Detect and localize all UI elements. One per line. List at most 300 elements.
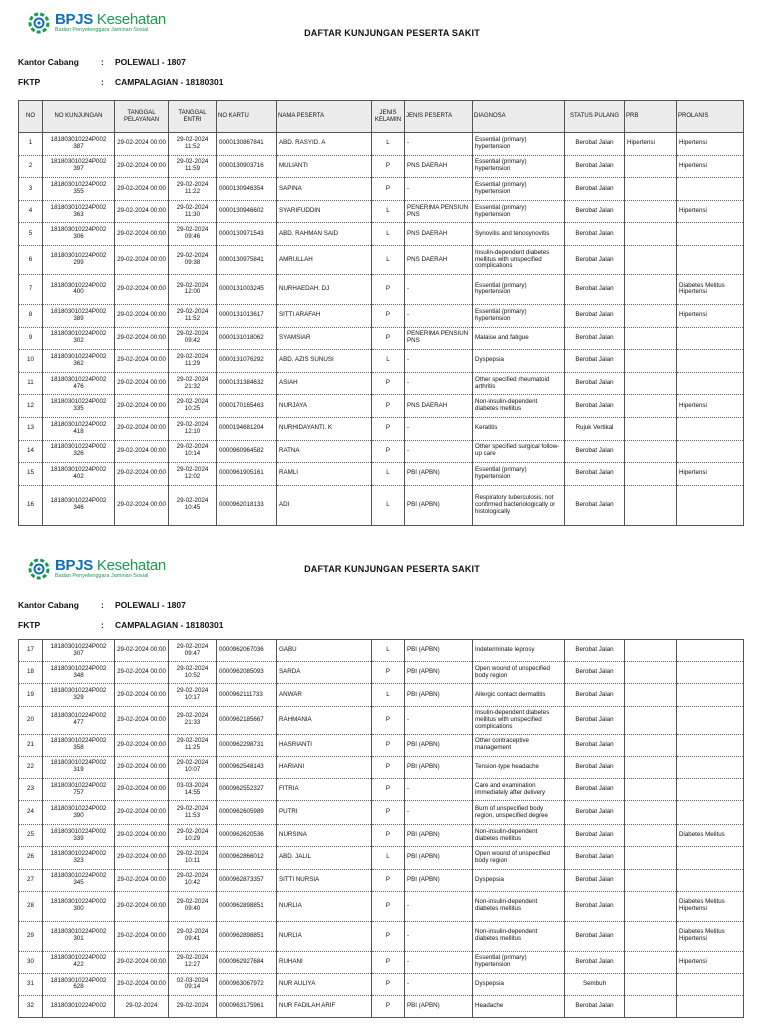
cell-no: 6 <box>19 245 43 274</box>
fktp-label: FKTP <box>18 620 41 630</box>
cell-prolanis <box>677 756 744 778</box>
logo-main-text: BPJS <box>55 557 93 575</box>
cell-no: 13 <box>19 417 43 440</box>
cell-nama-peserta: ANWAR <box>277 684 372 706</box>
col-header: TANGGAL PELAYANAN <box>115 101 169 133</box>
cell-no-kartu: 0000962866012 <box>217 847 277 869</box>
cell-prb: Hipertensi <box>625 133 677 156</box>
kantor-cabang-label: Kantor Cabang <box>18 600 79 610</box>
cell-no-kunjungan: 181803010224P002 362 <box>43 350 115 373</box>
cell-status-pulang: Berobat Jalan <box>565 756 625 778</box>
cell-status-pulang: Berobat Jalan <box>565 801 625 825</box>
table-row <box>19 847 744 869</box>
cell-no: 29 <box>19 921 43 951</box>
cell-diagnosa: Dyspepsia <box>473 973 565 995</box>
cell-no-kartu: 0000130867841 <box>217 133 277 156</box>
cell-diagnosa: Keratitis <box>473 417 565 440</box>
cell-prb <box>625 485 677 525</box>
cell-no-kunjungan: 181803010224P002 628 <box>43 973 115 995</box>
document-title: DAFTAR KUNJUNGAN PESERTA SAKIT <box>304 564 480 574</box>
cell-no-kunjungan: 181803010224P002 323 <box>43 847 115 869</box>
cell-no-kunjungan: 181803010224P002 389 <box>43 304 115 327</box>
cell-no-kunjungan: 181803010224P002 326 <box>43 440 115 463</box>
cell-no-kartu: 0000962605989 <box>217 801 277 825</box>
cell-no-kartu: 0000130946354 <box>217 178 277 201</box>
cell-jenis-kelamin: L <box>372 350 405 373</box>
cell-jenis-kelamin: L <box>372 223 405 246</box>
cell-status-pulang: Berobat Jalan <box>565 178 625 201</box>
cell-nama-peserta: NUR AULIYA <box>277 973 372 995</box>
cell-no-kunjungan: 181803010224P002 355 <box>43 178 115 201</box>
cell-diagnosa: Dyspepsia <box>473 869 565 891</box>
cell-prolanis <box>677 417 744 440</box>
cell-prb <box>625 395 677 418</box>
fktp-separator: : <box>101 77 104 87</box>
cell-prb <box>625 155 677 178</box>
cell-no-kunjungan: 181803010224P002 345 <box>43 869 115 891</box>
cell-status-pulang: Berobat Jalan <box>565 996 625 1018</box>
cell-diagnosa: Care and examination immediately after delivery <box>473 778 565 800</box>
document-title: DAFTAR KUNJUNGAN PESERTA SAKIT <box>304 28 480 38</box>
cell-no-kartu: 0000962298731 <box>217 734 277 756</box>
cell-prolanis: Diabetes Melitus Hipertensi <box>677 921 744 951</box>
cell-no: 18 <box>19 662 43 684</box>
cell-diagnosa: Malaise and fatigue <box>473 327 565 350</box>
cell-no: 7 <box>19 274 43 304</box>
cell-diagnosa: Synovitis and tenosynovitis <box>473 223 565 246</box>
table-body-page-2 <box>19 640 744 1018</box>
cell-no: 11 <box>19 372 43 395</box>
cell-diagnosa: Essential (primary) hypertension <box>473 178 565 201</box>
cell-no: 23 <box>19 778 43 800</box>
cell-nama-peserta: NURSINA <box>277 825 372 847</box>
cell-prolanis <box>677 245 744 274</box>
cell-jenis-peserta: - <box>405 891 473 921</box>
cell-prolanis: Diabetes Melitus <box>677 825 744 847</box>
cell-no: 24 <box>19 801 43 825</box>
col-header: JENIS KELAMIN <box>372 101 405 133</box>
cell-jenis-kelamin: P <box>372 973 405 995</box>
cell-tanggal-entri: 29-02-2024 <box>169 996 217 1018</box>
cell-no-kunjungan: 181803010224P002 306 <box>43 223 115 246</box>
cell-tanggal-pelayanan: 29-02-2024 00:00 <box>115 155 169 178</box>
cell-jenis-peserta: PENERIMA PENSIUN PNS <box>405 200 473 223</box>
cell-nama-peserta: RATNA <box>277 440 372 463</box>
cell-tanggal-pelayanan: 29-02-2024 00:00 <box>115 440 169 463</box>
cell-jenis-kelamin: P <box>372 891 405 921</box>
cell-jenis-peserta: - <box>405 417 473 440</box>
cell-status-pulang: Berobat Jalan <box>565 200 625 223</box>
cell-no: 30 <box>19 951 43 973</box>
cell-diagnosa: Essential (primary) hypertension <box>473 133 565 156</box>
cell-diagnosa: Other specified rheumatoid arthritis <box>473 372 565 395</box>
cell-prolanis <box>677 734 744 756</box>
cell-tanggal-pelayanan: 29-02-2024 00:00 <box>115 245 169 274</box>
cell-prb <box>625 372 677 395</box>
cell-tanggal-pelayanan: 29-02-2024 00:00 <box>115 133 169 156</box>
cell-no-kartu: 0000962185667 <box>217 706 277 734</box>
kantor-cabang-label: Kantor Cabang <box>18 57 79 67</box>
cell-prolanis <box>677 662 744 684</box>
cell-status-pulang: Berobat Jalan <box>565 304 625 327</box>
fktp-value: CAMPALAGIAN - 18180301 <box>115 77 224 87</box>
cell-no: 9 <box>19 327 43 350</box>
cell-prb <box>625 463 677 486</box>
cell-diagnosa: Other contraceptive management <box>473 734 565 756</box>
cell-jenis-kelamin: P <box>372 825 405 847</box>
cell-no: 12 <box>19 395 43 418</box>
cell-no-kartu: 0000131384632 <box>217 372 277 395</box>
cell-jenis-kelamin: P <box>372 801 405 825</box>
cell-prolanis <box>677 640 744 662</box>
cell-no-kartu: 0000131076292 <box>217 350 277 373</box>
cell-status-pulang: Berobat Jalan <box>565 869 625 891</box>
cell-nama-peserta: NURJAYA <box>277 395 372 418</box>
cell-tanggal-pelayanan: 29-02-2024 00:00 <box>115 869 169 891</box>
cell-nama-peserta: SYAMSIAR <box>277 327 372 350</box>
cell-nama-peserta: HASRIANTI <box>277 734 372 756</box>
cell-prolanis <box>677 973 744 995</box>
logo-accent-text: Kesehatan <box>96 11 166 29</box>
cell-no-kunjungan: 181803010224P002 418 <box>43 417 115 440</box>
cell-tanggal-pelayanan: 29-02-2024 00:00 <box>115 734 169 756</box>
cell-jenis-kelamin: P <box>372 778 405 800</box>
cell-no: 16 <box>19 485 43 525</box>
cell-diagnosa: Essential (primary) hypertension <box>473 951 565 973</box>
cell-diagnosa: Open wound of unspecified body region <box>473 847 565 869</box>
cell-no-kartu: 0000131013617 <box>217 304 277 327</box>
cell-no: 28 <box>19 891 43 921</box>
cell-nama-peserta: NURLIA <box>277 891 372 921</box>
cell-prb <box>625 847 677 869</box>
cell-status-pulang: Berobat Jalan <box>565 372 625 395</box>
cell-jenis-kelamin: P <box>372 951 405 973</box>
logo-subtitle: Badan Penyelenggara Jaminan Sosial <box>55 27 149 34</box>
cell-tanggal-pelayanan: 29-02-2024 00:00 <box>115 274 169 304</box>
col-header: PRB <box>625 101 677 133</box>
cell-diagnosa: Indeterminate leprosy <box>473 640 565 662</box>
cell-tanggal-entri: 29-02-2024 09:38 <box>169 245 217 274</box>
cell-tanggal-pelayanan: 29-02-2024 00:00 <box>115 778 169 800</box>
cell-prb <box>625 825 677 847</box>
cell-no-kunjungan: 181803010224P002 348 <box>43 662 115 684</box>
cell-no: 27 <box>19 869 43 891</box>
cell-jenis-peserta: PBI (APBN) <box>405 996 473 1018</box>
table-row <box>19 921 744 951</box>
cell-status-pulang: Berobat Jalan <box>565 463 625 486</box>
cell-no: 1 <box>19 133 43 156</box>
cell-prb <box>625 662 677 684</box>
cell-jenis-peserta: PNS DAERAH <box>405 395 473 418</box>
cell-diagnosa: Dyspepsia <box>473 350 565 373</box>
cell-jenis-kelamin: P <box>372 304 405 327</box>
cell-tanggal-pelayanan: 29-02-2024 00:00 <box>115 395 169 418</box>
cell-jenis-kelamin: L <box>372 245 405 274</box>
cell-jenis-peserta: PBI (APBN) <box>405 662 473 684</box>
table-row <box>19 734 744 756</box>
cell-tanggal-pelayanan: 29-02-2024 00:00 <box>115 485 169 525</box>
cell-nama-peserta: RAHMANIA <box>277 706 372 734</box>
cell-tanggal-entri: 29-02-2024 10:17 <box>169 684 217 706</box>
cell-no-kartu: 0000131003245 <box>217 274 277 304</box>
cell-prb <box>625 778 677 800</box>
cell-status-pulang: Berobat Jalan <box>565 640 625 662</box>
cell-prb <box>625 684 677 706</box>
table-row <box>19 133 744 156</box>
cell-no: 2 <box>19 155 43 178</box>
cell-nama-peserta: NURLIA <box>277 921 372 951</box>
cell-status-pulang: Sembuh <box>565 973 625 995</box>
cell-no: 14 <box>19 440 43 463</box>
cell-jenis-peserta: PBI (APBN) <box>405 869 473 891</box>
logo-subtitle: Badan Penyelenggara Jaminan Sosial <box>55 573 149 580</box>
cell-tanggal-pelayanan: 29-02-2024 00:00 <box>115 350 169 373</box>
cell-status-pulang: Berobat Jalan <box>565 155 625 178</box>
table-row <box>19 178 744 201</box>
cell-status-pulang: Berobat Jalan <box>565 485 625 525</box>
logo-accent-text: Kesehatan <box>96 557 166 575</box>
cell-nama-peserta: SARDA <box>277 662 372 684</box>
cell-no-kunjungan: 181803010224P002 300 <box>43 891 115 921</box>
cell-tanggal-pelayanan: 29-02-2024 00:00 <box>115 463 169 486</box>
cell-status-pulang: Berobat Jalan <box>565 921 625 951</box>
cell-nama-peserta: SYARIFUDDIN <box>277 200 372 223</box>
cell-diagnosa: Open wound of unspecified body region <box>473 662 565 684</box>
cell-tanggal-pelayanan: 29-02-2024 00:00 <box>115 684 169 706</box>
cell-prolanis: Hipertensi <box>677 951 744 973</box>
cell-jenis-peserta: PBI (APBN) <box>405 847 473 869</box>
cell-tanggal-entri: 29-02-2024 10:14 <box>169 440 217 463</box>
cell-no: 8 <box>19 304 43 327</box>
cell-no: 21 <box>19 734 43 756</box>
cell-status-pulang: Berobat Jalan <box>565 245 625 274</box>
cell-prb <box>625 640 677 662</box>
cell-no-kartu: 0000962552327 <box>217 778 277 800</box>
cell-no-kunjungan: 181803010224P002 397 <box>43 155 115 178</box>
cell-tanggal-pelayanan: 29-02-2024 00:00 <box>115 372 169 395</box>
cell-no: 26 <box>19 847 43 869</box>
cell-nama-peserta: MULIANTI <box>277 155 372 178</box>
cell-status-pulang: Berobat Jalan <box>565 825 625 847</box>
cell-prb <box>625 756 677 778</box>
cell-tanggal-entri: 29-02-2024 11:29 <box>169 350 217 373</box>
table-row <box>19 463 744 486</box>
cell-tanggal-pelayanan: 29-02-2024 00:00 <box>115 304 169 327</box>
visits-table-page-1 <box>18 100 744 526</box>
cell-nama-peserta: ABD. JALIL <box>277 847 372 869</box>
fktp-value: CAMPALAGIAN - 18180301 <box>115 620 224 630</box>
cell-tanggal-entri: 29-02-2024 12:27 <box>169 951 217 973</box>
cell-prb <box>625 245 677 274</box>
cell-jenis-kelamin: L <box>372 684 405 706</box>
cell-tanggal-entri: 29-02-2024 12:00 <box>169 274 217 304</box>
cell-no: 20 <box>19 706 43 734</box>
cell-no-kunjungan: 181803010224P002 329 <box>43 684 115 706</box>
cell-nama-peserta: ABD. RASYID. A <box>277 133 372 156</box>
cell-diagnosa: Other specified surgical follow-up care <box>473 440 565 463</box>
cell-nama-peserta: FITRIA <box>277 778 372 800</box>
cell-diagnosa: Essential (primary) hypertension <box>473 463 565 486</box>
cell-no-kartu: 0000131018062 <box>217 327 277 350</box>
cell-jenis-peserta: - <box>405 304 473 327</box>
col-header: NO KARTU <box>217 101 277 133</box>
col-header: PROLANIS <box>677 101 744 133</box>
cell-prolanis <box>677 440 744 463</box>
cell-tanggal-entri: 29-02-2024 10:42 <box>169 869 217 891</box>
cell-prb <box>625 327 677 350</box>
cell-no-kartu: 0000130975841 <box>217 245 277 274</box>
cell-tanggal-entri: 29-02-2024 11:59 <box>169 155 217 178</box>
cell-prolanis <box>677 350 744 373</box>
cell-nama-peserta: RAMLI <box>277 463 372 486</box>
table-row <box>19 996 744 1018</box>
cell-prb <box>625 223 677 246</box>
cell-nama-peserta: ABD. AZIS SUNUSI <box>277 350 372 373</box>
cell-prb <box>625 706 677 734</box>
cell-jenis-peserta: - <box>405 778 473 800</box>
cell-diagnosa: Insulin-dependent diabetes mellitus with unspecified complications <box>473 706 565 734</box>
cell-no-kunjungan: 181803010224P002 477 <box>43 706 115 734</box>
cell-no-kunjungan: 181803010224P002 301 <box>43 921 115 951</box>
cell-tanggal-entri: 29-02-2024 09:41 <box>169 921 217 951</box>
cell-nama-peserta: PUTRI <box>277 801 372 825</box>
col-header: STATUS PULANG <box>565 101 625 133</box>
cell-no: 25 <box>19 825 43 847</box>
table-row <box>19 395 744 418</box>
cell-jenis-peserta: PNS DAERAH <box>405 245 473 274</box>
cell-jenis-kelamin: P <box>372 706 405 734</box>
cell-prolanis <box>677 327 744 350</box>
cell-jenis-peserta: PNS DAERAH <box>405 155 473 178</box>
cell-prolanis <box>677 178 744 201</box>
cell-prolanis: Hipertensi <box>677 395 744 418</box>
table-row <box>19 200 744 223</box>
cell-diagnosa: Non-insulin-dependent diabetes mellitus <box>473 825 565 847</box>
cell-jenis-peserta: - <box>405 440 473 463</box>
cell-nama-peserta: AMRULLAH <box>277 245 372 274</box>
cell-prb <box>625 891 677 921</box>
table-row <box>19 245 744 274</box>
cell-prb <box>625 417 677 440</box>
kantor-cabang-value: POLEWALI - 1807 <box>115 57 186 67</box>
cell-diagnosa: Essential (primary) hypertension <box>473 200 565 223</box>
cell-tanggal-entri: 29-02-2024 11:22 <box>169 178 217 201</box>
cell-tanggal-pelayanan: 29-02-2024 00:00 <box>115 662 169 684</box>
table-row <box>19 304 744 327</box>
cell-status-pulang: Berobat Jalan <box>565 350 625 373</box>
table-row <box>19 327 744 350</box>
table-row <box>19 951 744 973</box>
cell-jenis-kelamin: P <box>372 327 405 350</box>
cell-prb <box>625 801 677 825</box>
cell-nama-peserta: HARIANI <box>277 756 372 778</box>
cell-nama-peserta: SITTI NURSIA <box>277 869 372 891</box>
cell-nama-peserta: RUHANI <box>277 951 372 973</box>
table-body-page-1 <box>19 133 744 526</box>
cell-tanggal-pelayanan: 29-02-2024 00:00 <box>115 951 169 973</box>
cell-jenis-kelamin: P <box>372 756 405 778</box>
kantor-cabang-separator: : <box>101 600 104 610</box>
col-header: TANGGAL ENTRI <box>169 101 217 133</box>
cell-no-kartu: 0000962898851 <box>217 891 277 921</box>
cell-no-kunjungan: 181803010224P002 363 <box>43 200 115 223</box>
cell-tanggal-entri: 29-02-2024 11:53 <box>169 801 217 825</box>
cell-no-kunjungan: 181803010224P002 299 <box>43 245 115 274</box>
cell-prolanis <box>677 706 744 734</box>
cell-status-pulang: Berobat Jalan <box>565 133 625 156</box>
cell-diagnosa: Non-insulin-dependent diabetes mellitus <box>473 395 565 418</box>
cell-no: 22 <box>19 756 43 778</box>
cell-tanggal-entri: 29-02-2024 09:46 <box>169 223 217 246</box>
cell-no-kartu: 0000962018133 <box>217 485 277 525</box>
cell-tanggal-pelayanan: 29-02-2024 00:00 <box>115 825 169 847</box>
cell-tanggal-pelayanan: 29-02-2024 00:00 <box>115 706 169 734</box>
cell-jenis-kelamin: P <box>372 921 405 951</box>
cell-tanggal-entri: 29-02-2024 10:11 <box>169 847 217 869</box>
cell-tanggal-entri: 29-02-2024 11:52 <box>169 133 217 156</box>
table-row <box>19 372 744 395</box>
cell-no-kunjungan: 181803010224P002 757 <box>43 778 115 800</box>
cell-no-kartu: 0000962898851 <box>217 921 277 951</box>
cell-nama-peserta: ABD. RAHMAN SAID <box>277 223 372 246</box>
fktp-label: FKTP <box>18 77 41 87</box>
table-row <box>19 778 744 800</box>
cell-jenis-kelamin: L <box>372 133 405 156</box>
cell-status-pulang: Berobat Jalan <box>565 951 625 973</box>
cell-prb <box>625 734 677 756</box>
cell-prolanis <box>677 847 744 869</box>
table-row <box>19 485 744 525</box>
cell-no-kartu: 0000194681204 <box>217 417 277 440</box>
cell-no-kunjungan: 181803010224P002 <box>43 996 115 1018</box>
cell-jenis-peserta: - <box>405 133 473 156</box>
cell-diagnosa: Insulin-dependent diabetes mellitus with unspecified complications <box>473 245 565 274</box>
cell-jenis-kelamin: P <box>372 996 405 1018</box>
cell-no-kartu: 0000960964582 <box>217 440 277 463</box>
cell-no-kunjungan: 181803010224P002 302 <box>43 327 115 350</box>
cell-jenis-peserta: - <box>405 973 473 995</box>
cell-diagnosa: Allergic contact dermatitis <box>473 684 565 706</box>
cell-tanggal-entri: 29-02-2024 21:33 <box>169 706 217 734</box>
cell-tanggal-entri: 29-02-2024 09:42 <box>169 327 217 350</box>
table-row <box>19 155 744 178</box>
cell-prolanis: Hipertensi <box>677 200 744 223</box>
cell-no-kartu: 0000962067036 <box>217 640 277 662</box>
cell-no-kartu: 0000962548143 <box>217 756 277 778</box>
cell-tanggal-pelayanan: 29-02-2024 00:00 <box>115 756 169 778</box>
cell-prolanis: Hipertensi <box>677 304 744 327</box>
cell-prolanis: Hipertensi <box>677 155 744 178</box>
cell-prolanis <box>677 684 744 706</box>
col-header: NO KUNJUNGAN <box>43 101 115 133</box>
cell-prolanis <box>677 372 744 395</box>
cell-status-pulang: Berobat Jalan <box>565 395 625 418</box>
cell-no-kunjungan: 181803010224P002 358 <box>43 734 115 756</box>
cell-status-pulang: Berobat Jalan <box>565 684 625 706</box>
cell-prolanis: Hipertensi <box>677 463 744 486</box>
cell-prb <box>625 304 677 327</box>
table-row <box>19 662 744 684</box>
cell-jenis-peserta: - <box>405 951 473 973</box>
cell-tanggal-entri: 02-03-2024 09:14 <box>169 973 217 995</box>
cell-jenis-peserta: PBI (APBN) <box>405 463 473 486</box>
cell-jenis-peserta: PBI (APBN) <box>405 640 473 662</box>
cell-no-kartu: 0000962927684 <box>217 951 277 973</box>
table-row <box>19 801 744 825</box>
cell-diagnosa: Non-insulin-dependent diabetes mellitus <box>473 921 565 951</box>
cell-no-kunjungan: 181803010224P002 402 <box>43 463 115 486</box>
cell-no: 3 <box>19 178 43 201</box>
